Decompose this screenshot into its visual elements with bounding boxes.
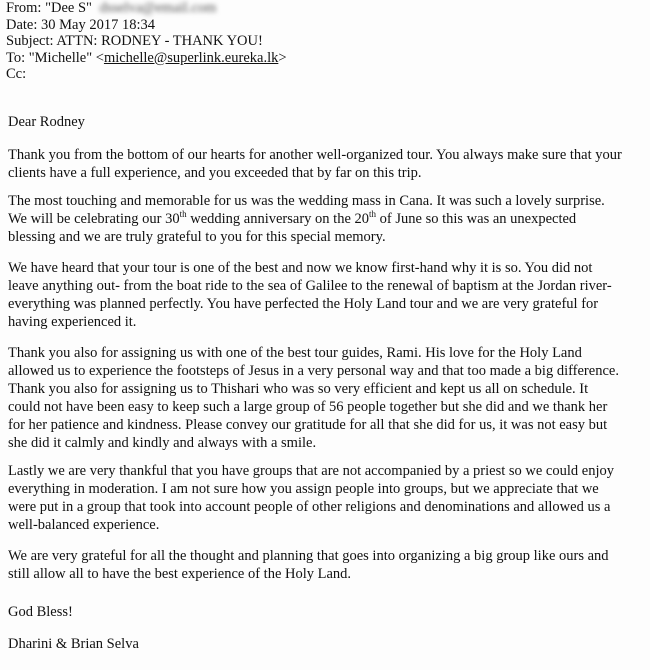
to-close: > [278, 49, 287, 66]
paragraph-2-part-c: of June so this was an unexpected blessing and we are truly grateful to you for this special memory. [8, 211, 577, 245]
subject-row [6, 33, 287, 50]
date-label: Date: [6, 16, 38, 33]
cc-label: Cc: [6, 66, 27, 82]
paragraph-5: Lastly we are very thankful that you have groups that are not accompanied by a priest so we could enjoy everything in moderation. I am not sure how you assign people into groups, but we appreciate that we were put in a group that took into account people of other religions and denominations and allowed us a well-balanced experience. [8, 463, 614, 533]
to-row [6, 50, 287, 67]
paragraph-4: Thank you also for assigning us with one of the best tour guides, Rami. His love for the Holy Land allowed us to experience the footsteps of Jesus in a very personal way and that too made a big difference. Thank you also for assigning us to Thishari who was so very efficient and kept us all on schedule. It could not have been easy to keep such a large group of 56 people together but she did and we thank her for her patience and kindness. Please convey our gratitude for all that she did for us, it was not easy but she did it calmly and kindly and always with a smile. [8, 345, 619, 451]
from-row [6, 0, 287, 17]
salutation: Dear Rodney [8, 114, 85, 130]
from-name: "Dee S" [45, 0, 92, 16]
cc-row [6, 66, 287, 83]
signature: Dharini & Brian Selva [8, 636, 139, 652]
to-label: To: [6, 49, 26, 66]
subject-label: Subject: [6, 33, 54, 49]
subject-value: ATTN: RODNEY - THANK YOU! [56, 33, 263, 49]
date-row [6, 17, 287, 34]
paragraph-2-part-a: The most touching and memorable for us was the wedding mass in Cana. It was such a lovely surprise. We will be celebrating our 30 [8, 193, 605, 227]
to-email-link[interactable]: michelle@superlink.eureka.lk [103, 49, 279, 66]
paragraph-6: We are very grateful for all the thought and planning that goes into organizing a big group like ours and still allow all to have the best experience of the Holy Land. [8, 548, 609, 582]
paragraph-3: We have heard that your tour is one of the best and now we know first-hand why it is so. You did not leave anything out- from the boat ride to the sea of Galilee to the renewal of baptism at the Jordan river- everything was planned perfectly. You have perfected the Holy Land tour and we are very grateful for having experienced it. [8, 260, 612, 330]
date-value: 30 May 2017 18:34 [41, 16, 156, 33]
ordinal-suffix-1: th [179, 209, 187, 220]
paragraph-2 [8, 192, 622, 246]
paragraph-2-part-b: wedding anniversary on the 20 [186, 211, 370, 227]
paragraph-1: Thank you from the bottom of our hearts for another well-organized tour. You always make sure that your clients have a full experience, and you exceeded that by far on this trip. [8, 147, 622, 181]
from-label: From: [6, 0, 42, 16]
closing: God Bless! [8, 604, 73, 620]
ordinal-suffix-2: th [369, 209, 377, 220]
email-header [6, 0, 287, 83]
from-email-redacted: dsselva@email.com [99, 0, 217, 16]
to-name: "Michelle" < [28, 49, 104, 66]
